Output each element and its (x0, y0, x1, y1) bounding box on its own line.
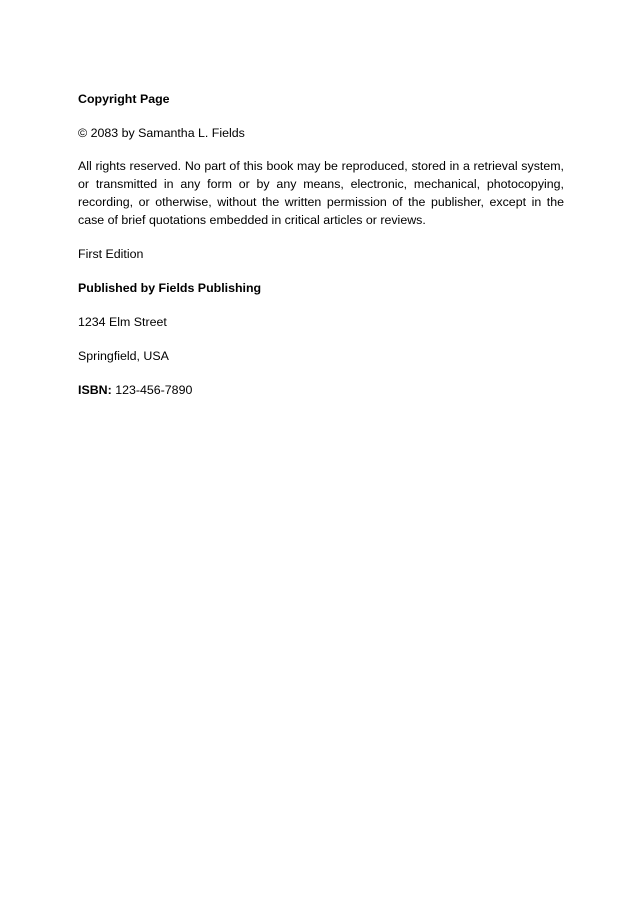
isbn-label: ISBN: (78, 383, 112, 397)
isbn-line (78, 381, 564, 399)
copyright-page-content (78, 90, 564, 399)
isbn-value: 123-456-7890 (115, 383, 193, 397)
address-street: 1234 Elm Street (78, 315, 167, 329)
edition-line: First Edition (78, 247, 144, 261)
copyright-line: © 2083 by Samantha L. Fields (78, 126, 245, 140)
address-city: Springfield, USA (78, 349, 169, 363)
rights-reserved-paragraph: All rights reserved. No part of this book may be reproduced, stored in a retrieval system, or transmitted in any form or by any means, electronic, mechanical, photocopying, recording, or otherwise, without the written permission of the publisher, except in the case of brief quotations embedded in critical articles or reviews. (78, 159, 564, 227)
publisher-line: Published by Fields Publishing (78, 281, 262, 295)
page-heading: Copyright Page (78, 92, 170, 106)
